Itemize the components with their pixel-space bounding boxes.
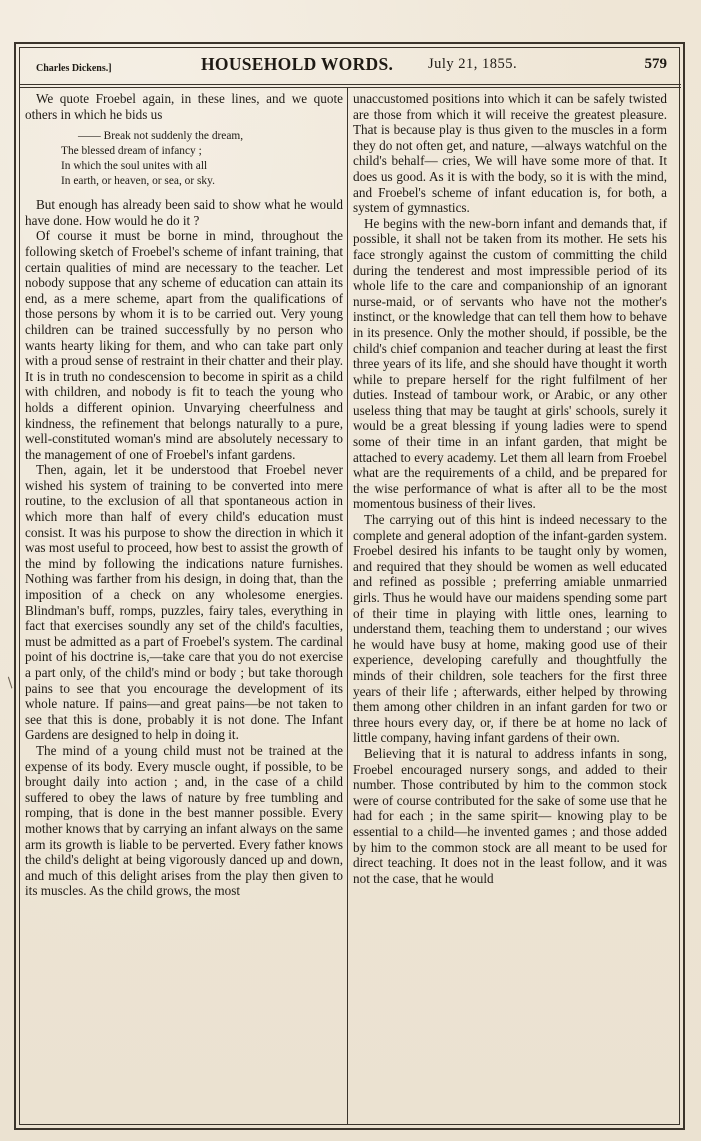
right-column bbox=[353, 91, 667, 886]
body-paragraph-continued: unaccustomed positions into which it can be safely twisted are those from which it will receive the greatest pleasure. That is because play is thus given to the muscles in a form they do not often get, and nature, —always watchful on the child's behalf— cries, We will have some more of that. It does us good. As it is with the body, so it is with the mind, and Froebel's scheme of infant education is, for both, a system of gymnastics. bbox=[353, 91, 667, 216]
running-header bbox=[36, 54, 683, 84]
header-rule-bottom bbox=[20, 87, 681, 88]
poem-line: —— Break not suddenly the dream, bbox=[78, 130, 244, 143]
body-paragraph: Believing that it is natural to address infants in song, Froebel encouraged nursery songs, and added to their number. Those contributed by him to the common stock were of course contributed for the sake of some use that he had for each ; in the same spirit— knowing play to be essential to a child—he invented games ; and those added by him to the common stock are all meant to be used for direct teaching. It does not in the least follow, and it was not the case, that he would bbox=[353, 745, 667, 886]
issue-date: July 21, 1855. bbox=[428, 56, 518, 72]
body-paragraph: Then, again, let it be understood that Froebel never wished his system of training to be converted into mere routine, to the exclusion of all that spontaneous action in which more than half of every child's education must consist. It was his purpose to show the direction in which it was most useful to proceed, how best to assist the growth of the mind by following the indications nature furnishes. Nothing was farther from his design, in doing that, than the imposition of a check on any wholesome energies. Blindman's buff, romps, puzzles, fairy tales, everything in fact that exercises soundly any set of the child's faculties, must be admitted as a part of Froebel's system. The cardinal point of his doctrine is,—take care that you do not exercise a part only, of the child's mind or body ; but take thorough pains to see that you encourage the development of its whole nature. If pains—and great pains—be not taken to see that this is done, probably it is not done. The Infant Gardens are designed to help in doing it. bbox=[25, 462, 343, 743]
body-paragraph: But enough has already been said to show what he would have done. How would he do it ? bbox=[25, 197, 343, 228]
body-paragraph: He begins with the new-born infant and demands that, if possible, it shall not be taken from its mother. He sets his face strongly against the custom of committing the child during the tenderest and most impressible period of its whole life to the care and companionship of an ignorant nurse-maid, or of servants who have not the mother's instinct, or the knowledge that can tell them how to behave in its presence. Only the mother should, if possible, be the child's chief companion and teacher during at least the first three years of its life, and she should have thought it worth while to prepare herself for the right fulfilment of her duties. Instead of tambour work, or Arabic, or any other useless thing that may be taught at girls' schools, surely it would be a great blessing if young ladies were to spend some of their time in an infant garden, that might be attached to every academy. Let them all learn from Froebel what are the requirements of a child, and be prepared for the wise performance of what is after all to be the most momentous business of their lives. bbox=[353, 215, 667, 512]
poem-line: In earth, or heaven, or sea, or sky. bbox=[61, 175, 215, 188]
body-paragraph: Of course it must be borne in mind, throughout the following sketch of Froebel's scheme of infant training, that certain qualities of mind are necessary to the teacher. Let nobody suppose that any scheme of education can attain its end, as a mere scheme, apart from the qualifications of those persons by whom it is to be carried out. Very young children can be trained successfully by no person who wants hearty liking for them, and who can take part only with a proud sense of restraint in their chatter and their play. It is in truth no condescension to become in spirit as a child with children, and nobody is fit to teach the young who holds a different opinion. Unvarying cheerfulness and kindness, the refinement that belongs naturally to a pure, well-constituted woman's mind are absolutely necessary to the management of one of Froebel's infant gardens. bbox=[25, 228, 343, 462]
intro-paragraph: We quote Froebel again, in these lines, and we quote others in which he bids us bbox=[25, 91, 343, 122]
body-paragraph: The mind of a young child must not be trained at the expense of its body. Every muscle ought, if possible, to be brought daily into action ; and, in the case of a child suffered to obey the laws of nature by free tumbling and romping, that is done in the best manner possible. Every mother knows that by carrying an infant always on the same arm its growth is liable to be perverted. Every father knows the child's delight at being vigorously danced up and down, and much of this delight arises from the play then given to its muscles. As the child grows, the most bbox=[25, 742, 343, 899]
page-number: 579 bbox=[644, 56, 667, 72]
header-rule-top bbox=[20, 84, 681, 85]
author-credit: Charles Dickens.] bbox=[36, 63, 112, 74]
poem-line: The blessed dream of infancy ; bbox=[61, 145, 202, 158]
left-column bbox=[25, 91, 343, 899]
body-paragraph: The carrying out of this hint is indeed necessary to the complete and general adoption of the infant-garden system. Froebel desired his infants to be taught only by women, and required that they should be women as well educated and refined as possible ; preferring amiable unmarried girls. Thus he would have our maidens spending some part of their time in playing with little ones, learning to understand them, teaching them to understand ; our wives he would have busy at home, making good use of their experience, developing carefully and thoughtfully the minds of their children, sole teachers for the first three years of their life ; afterwards, either helped by throwing them among other children in an infant garden for two or three hours every day, or, if there be at home no lack of little company, having infant gardens of their own. bbox=[353, 512, 667, 746]
poem-quote bbox=[61, 129, 343, 189]
poem-line: In which the soul unites with all bbox=[61, 160, 208, 173]
column-divider bbox=[347, 88, 348, 1124]
publication-title: HOUSEHOLD WORDS. bbox=[201, 54, 394, 74]
margin-pencil-mark: / bbox=[3, 675, 17, 691]
